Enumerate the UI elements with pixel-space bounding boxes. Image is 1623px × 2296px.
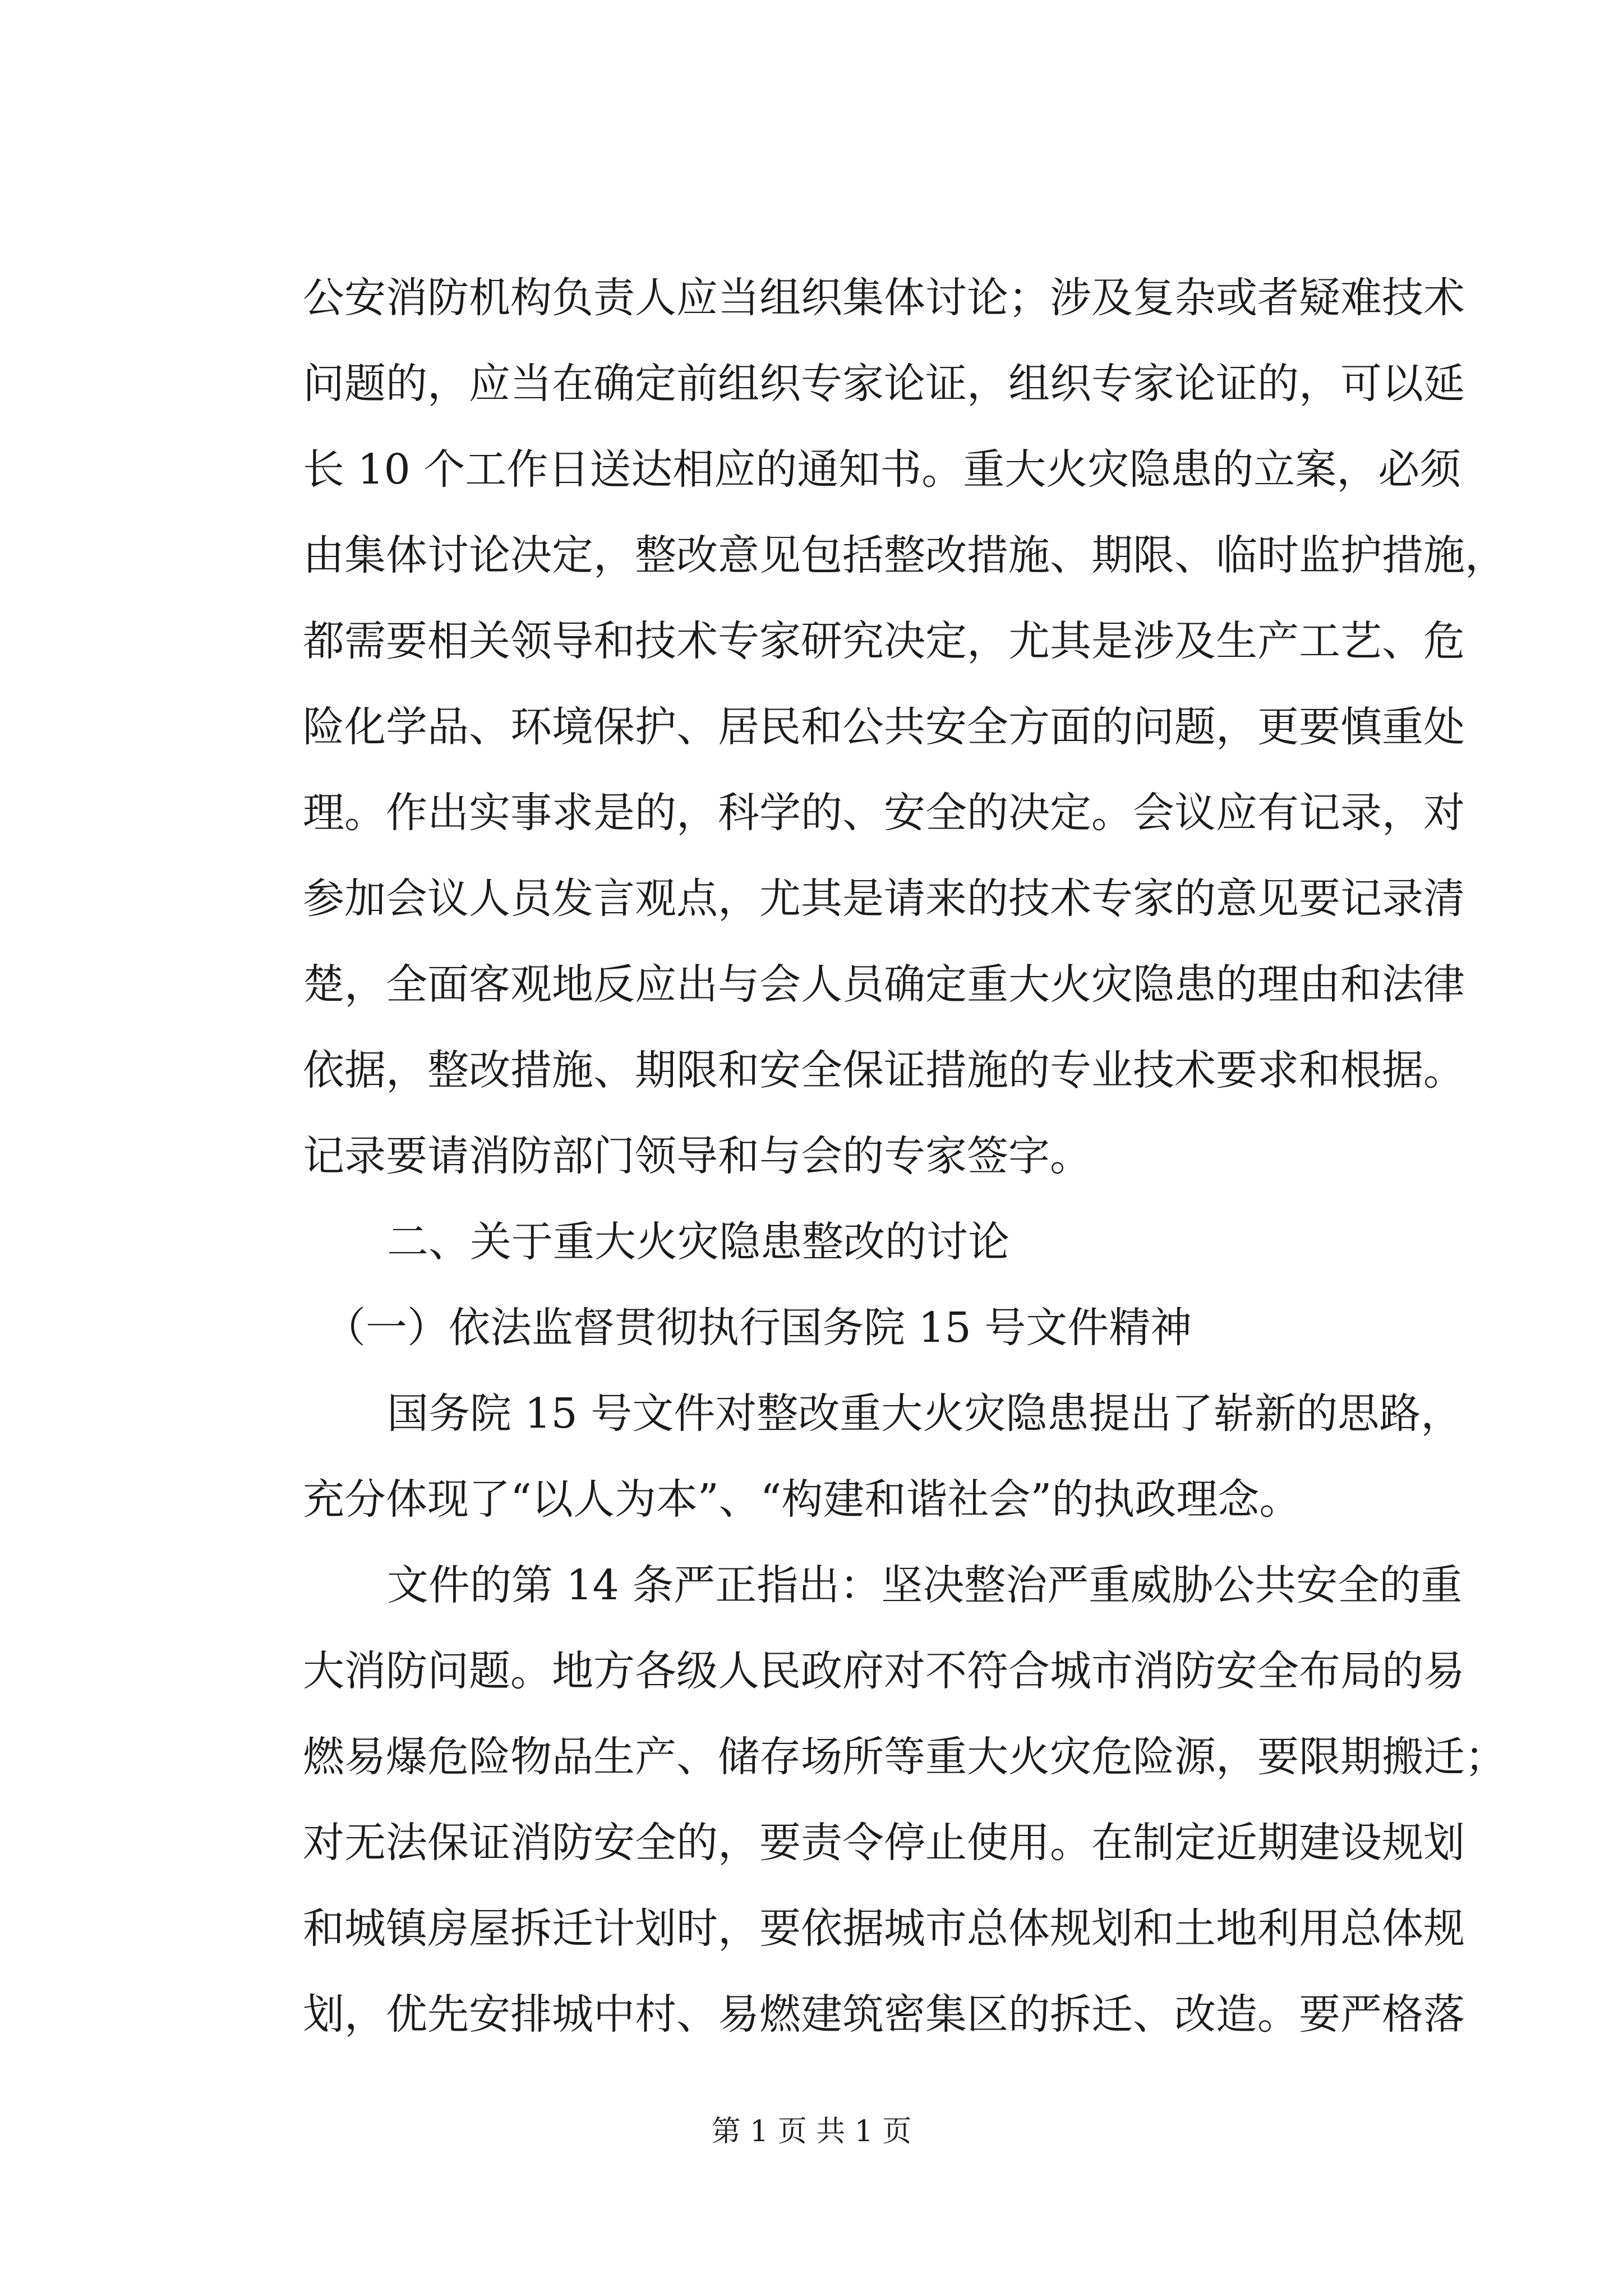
- text-line: 公安消防机构负责人应当组织集体讨论；涉及复杂或者疑难技术: [303, 274, 1465, 322]
- text-line: 划，优先安排城中村、易燃建筑密集区的拆迁、改造。要严格落: [303, 1990, 1465, 2039]
- document-body: [303, 255, 1506, 2058]
- text-line: 问题的，应当在确定前组织专家论证，组织专家论证的，可以延: [303, 360, 1465, 408]
- text-line: 文件的第 14 条严正指出：坚决整治严重威胁公共安全的重: [387, 1561, 1463, 1609]
- text-line: 充分体现了“以人为本”、“构建和谐社会”的执政理念。: [303, 1475, 1301, 1524]
- text-line: 燃易爆危险物品生产、储存场所等重大火灾危险源，要限期搬迁；: [303, 1733, 1506, 1781]
- text-line: 都需要相关领导和技术专家研究决定，尤其是涉及生产工艺、危: [303, 617, 1465, 665]
- text-line: 记录要请消防部门领导和与会的专家签字。: [303, 1132, 1091, 1180]
- text-line: 由集体讨论决定，整改意见包括整改措施、期限、临时监护措施，: [303, 531, 1506, 579]
- page-footer: 第 1 页 共 1 页: [711, 2115, 912, 2148]
- text-line: 国务院 15 号文件对整改重大火灾隐患提出了崭新的思路，: [387, 1389, 1463, 1438]
- section-heading: 二、关于重大火灾隐患整改的讨论: [387, 1218, 1009, 1266]
- text-line: 依据，整改措施、期限和安全保证措施的专业技术要求和根据。: [303, 1046, 1465, 1094]
- subsection-heading: （一）依法监督贯彻执行国务院 15 号文件精神: [324, 1304, 1192, 1352]
- text-line: 理。作出实事求是的，科学的、安全的决定。会议应有记录，对: [303, 789, 1465, 837]
- text-line: 大消防问题。地方各级人民政府对不符合城市消防安全布局的易: [303, 1647, 1465, 1695]
- text-line: 和城镇房屋拆迁计划时，要依据城市总体规划和土地利用总体规: [303, 1904, 1465, 1953]
- text-line: 参加会议人员发言观点，尤其是请来的技术专家的意见要记录清: [303, 875, 1465, 923]
- text-line: 对无法保证消防安全的，要责令停止使用。在制定近期建设规划: [303, 1819, 1465, 1867]
- text-line: 楚，全面客观地反应出与会人员确定重大火灾隐患的理由和法律: [303, 960, 1465, 1009]
- text-line: 险化学品、环境保护、居民和公共安全方面的问题，更要慎重处: [303, 703, 1465, 751]
- text-line: 长 10 个工作日送达相应的通知书。重大火灾隐患的立案，必须: [303, 445, 1461, 494]
